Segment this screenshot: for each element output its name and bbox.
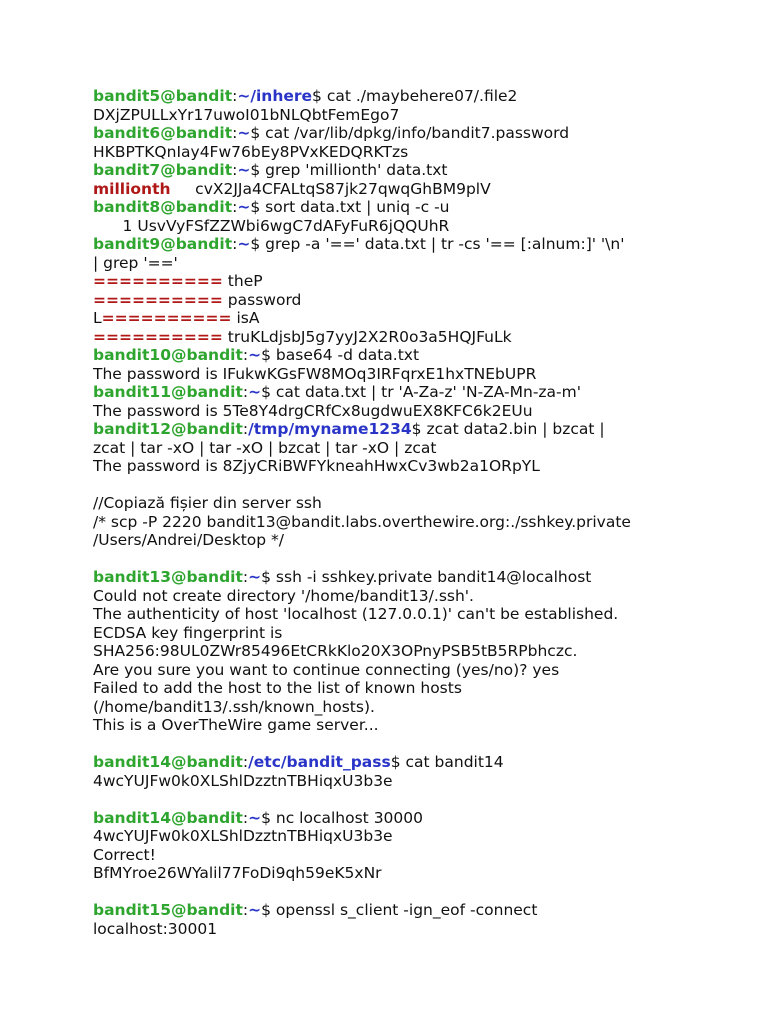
text-segment: 4wcYUJFw0k0XLShlDzztnTBHiqxU3b3e — [93, 771, 393, 790]
prompt-user: bandit13@bandit — [93, 568, 243, 586]
text-segment: truKLdjsbJ5g7yyJ2X2R0o3a5HQJFuLk — [222, 327, 512, 346]
prompt-user: bandit8@bandit — [93, 198, 233, 216]
prompt-path: ~ — [248, 901, 262, 919]
text-line — [93, 698, 733, 717]
prompt-user: bandit5@bandit — [93, 87, 233, 105]
text-segment: : — [242, 901, 249, 919]
blank-line — [93, 476, 733, 495]
prompt-user: bandit14@bandit — [93, 753, 243, 771]
prompt-user: bandit7@bandit — [93, 161, 233, 179]
prompt-path: ~/inhere — [237, 87, 313, 105]
text-segment: 4wcYUJFw0k0XLShlDzztnTBHiqxU3b3e — [93, 827, 393, 845]
text-segment: : — [242, 383, 249, 401]
text-segment: This is a OverTheWire game server... — [93, 716, 379, 734]
text-line — [93, 254, 733, 273]
text-segment: $ grep 'millionth' data.txt — [250, 161, 448, 179]
prompt-path: ~ — [237, 124, 251, 142]
text-segment: cvX2JJa4CFALtqS87jk27qwqGhBM9plV — [170, 179, 491, 198]
text-segment: $ openssl s_client -ign_eof -connect — [261, 901, 538, 919]
text-line — [93, 328, 733, 347]
text-line — [93, 198, 733, 217]
text-segment: : — [232, 198, 238, 216]
text-line — [93, 624, 733, 643]
blank-line — [93, 550, 733, 569]
text-segment: The authenticity of host 'localhost (127.0.0.1)' can't be established. — [93, 605, 619, 623]
text-segment: $ cat data.txt | tr 'A-Za-z' 'N-ZA-Mn-za-m' — [261, 383, 582, 401]
text-segment: : — [232, 235, 238, 253]
text-segment: : — [242, 346, 249, 364]
text-segment: SHA256:98UL0ZWr85496EtCRkKlo20X3OPnyPSB5tB5RPbhczc. — [93, 642, 578, 660]
blank-line — [93, 790, 733, 809]
text-segment: theP — [222, 272, 263, 290]
prompt-user: bandit15@bandit — [93, 901, 243, 919]
text-segment: : — [232, 87, 238, 105]
text-line — [93, 494, 733, 513]
text-segment: $ cat bandit14 — [390, 753, 504, 771]
text-segment: $ nc localhost 30000 — [261, 808, 423, 827]
text-segment: /Users/Andrei/Desktop */ — [93, 531, 285, 549]
text-line — [93, 439, 733, 458]
prompt-path: ~ — [237, 161, 251, 179]
prompt-path: ~ — [248, 346, 262, 364]
text-line — [93, 309, 733, 328]
text-segment: isA — [231, 309, 260, 327]
highlight-match: ========== — [101, 309, 232, 327]
prompt-path: /etc/bandit_pass — [248, 753, 391, 771]
text-line — [93, 124, 733, 143]
prompt-path: /tmp/myname1234 — [248, 420, 412, 438]
text-segment: zcat | tar -xO | tar -xO | bzcat | tar -xO | zcat — [93, 438, 437, 457]
prompt-path: ~ — [248, 808, 262, 827]
text-segment: //Copiază fișier din server ssh — [93, 494, 322, 512]
text-line — [93, 235, 733, 254]
prompt-user: bandit12@bandit — [93, 420, 243, 438]
text-line — [93, 661, 733, 680]
text-segment: $ zcat data2.bin | bzcat | — [411, 420, 605, 438]
text-segment: $ cat /var/lib/dpkg/info/bandit7.password — [250, 124, 570, 142]
text-line — [93, 809, 733, 828]
text-line — [93, 679, 733, 698]
text-segment: : — [232, 161, 238, 179]
text-line — [93, 531, 733, 550]
text-line — [93, 846, 733, 865]
text-line — [93, 346, 733, 365]
prompt-user: bandit11@bandit — [93, 383, 243, 401]
prompt-user: bandit6@bandit — [93, 124, 233, 142]
text-line — [93, 402, 733, 421]
text-segment: $ sort data.txt | uniq -c -u — [250, 198, 450, 216]
blank-line — [93, 883, 733, 902]
text-segment: ECDSA key fingerprint is — [93, 623, 283, 642]
text-line — [93, 568, 733, 587]
text-line — [93, 587, 733, 606]
text-segment: $ ssh -i sshkey.private bandit14@localhost — [261, 568, 592, 586]
text-segment: (/home/bandit13/.ssh/known_hosts). — [93, 697, 375, 716]
text-line — [93, 513, 733, 532]
text-line — [93, 642, 733, 661]
text-segment: $ cat ./maybehere07/.file2 — [312, 87, 518, 105]
text-segment: Correct! — [93, 845, 156, 864]
text-line — [93, 161, 733, 180]
text-segment: HKBPTKQnIay4Fw76bEy8PVxKEDQRKTzs — [93, 142, 409, 161]
prompt-user: bandit10@bandit — [93, 346, 243, 364]
text-line — [93, 143, 733, 162]
text-segment: The password is IFukwKGsFW8MOq3IRFqrxE1hxTNEbUPR — [93, 364, 537, 383]
terminal-transcript-document — [93, 87, 733, 938]
highlight-match: millionth — [93, 179, 171, 198]
prompt-user: bandit14@bandit — [93, 808, 243, 827]
text-segment: /* scp -P 2220 bandit13@bandit.labs.overthewire.org:./sshkey.private — [93, 512, 631, 531]
highlight-match: ========== — [93, 327, 223, 346]
text-line — [93, 106, 733, 125]
text-line — [93, 753, 733, 772]
highlight-match: ========== — [93, 290, 223, 309]
text-segment: The password is 5Te8Y4drgCRfCx8ugdwuEX8KFC6k2EUu — [93, 401, 533, 420]
text-segment: Failed to add the host to the list of known hosts — [93, 679, 462, 697]
text-segment: | grep '==' — [93, 253, 178, 272]
text-segment: : — [242, 808, 249, 827]
text-line — [93, 920, 733, 939]
text-line — [93, 383, 733, 402]
text-segment: : — [242, 420, 249, 438]
prompt-path: ~ — [248, 568, 262, 586]
text-line — [93, 457, 733, 476]
prompt-path: ~ — [248, 383, 262, 401]
text-segment: Are you sure you want to continue connecting (yes/no)? yes — [93, 660, 560, 679]
text-line — [93, 716, 733, 735]
text-segment: : — [232, 124, 238, 142]
text-line — [93, 272, 733, 291]
text-line — [93, 87, 733, 106]
text-line — [93, 291, 733, 310]
prompt-path: ~ — [237, 198, 251, 216]
text-line — [93, 901, 733, 920]
text-segment: : — [242, 568, 249, 586]
prompt-path: ~ — [237, 235, 251, 253]
text-segment: 1 UsvVyFSfZZWbi6wgC7dAFyFuR6jQQUhR — [93, 216, 450, 235]
text-line — [93, 420, 733, 439]
text-segment: BfMYroe26WYalil77FoDi9qh59eK5xNr — [93, 864, 382, 882]
text-line — [93, 827, 733, 846]
highlight-match: ========== — [93, 272, 223, 290]
text-segment: L — [93, 309, 102, 327]
text-line — [93, 864, 733, 883]
text-segment: The password is 8ZjyCRiBWFYkneahHwxCv3wb2a1ORpYL — [93, 457, 540, 475]
text-segment: : — [242, 753, 249, 771]
text-line — [93, 365, 733, 384]
blank-line — [93, 735, 733, 754]
text-line — [93, 772, 733, 791]
text-line — [93, 180, 733, 199]
text-segment: $ grep -a '==' data.txt | tr -cs '== [:alnum:]' '\n' — [250, 235, 625, 253]
text-segment: localhost:30001 — [93, 919, 218, 938]
text-segment: $ base64 -d data.txt — [261, 346, 420, 364]
text-segment: DXjZPULLxYr17uwoI01bNLQbtFemEgo7 — [93, 105, 400, 124]
prompt-user: bandit9@bandit — [93, 235, 233, 253]
text-line — [93, 217, 733, 236]
text-segment: Could not create directory '/home/bandit13/.ssh'. — [93, 586, 474, 605]
text-line — [93, 605, 733, 624]
text-segment: password — [222, 290, 302, 309]
